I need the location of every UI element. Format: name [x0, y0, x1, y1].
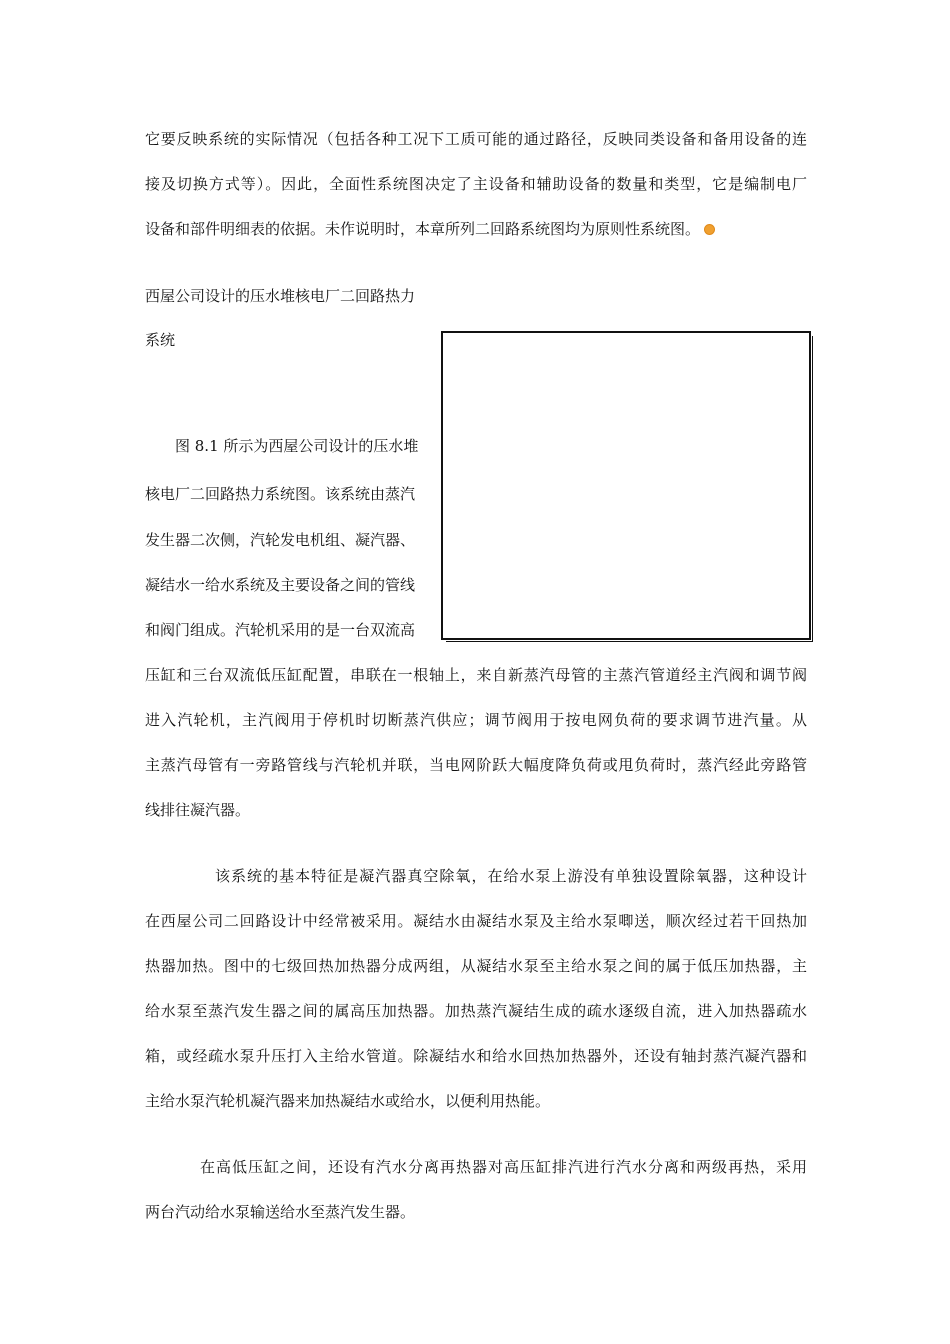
para2-line-6: 压缸和三台双流低压缸配置，串联在一根轴上，来自新蒸汽母管的主蒸汽管道经主汽阀和调节阀 — [145, 666, 807, 684]
para2-line-8: 主蒸汽母管有一旁路管线与汽轮机并联，当电网阶跃大幅度降负荷或甩负荷时，蒸汽经此旁路管 — [145, 756, 807, 774]
para3-line-2: 在西屋公司二回路设计中经常被采用。凝结水由凝结水泵及主给水泵唧送，顺次经过若干回热加 — [145, 912, 807, 930]
para3-line-3: 热器加热。图中的七级回热加热器分成两组，从凝结水泵至主给水泵之间的属于低压加热器，主 — [145, 957, 807, 975]
para3-line-1: 该系统的基本特征是凝汽器真空除氧，在给水泵上游没有单独设置除氧器，这种设计 — [215, 867, 807, 885]
section-title-line-2: 系统 — [145, 331, 176, 349]
para1-line-1: 它要反映系统的实际情况（包括各种工况下工质可能的通过路径，反映同类设备和备用设备的连 — [145, 130, 807, 148]
para2-line-9: 线排往凝汽器。 — [145, 801, 251, 819]
para2-line-2: 核电厂二回路热力系统图。该系统由蒸汽 — [145, 485, 416, 503]
para1-line-3 — [145, 219, 715, 239]
para2-line-5: 和阀门组成。汽轮机采用的是一台双流高 — [145, 621, 416, 639]
para4-line-1: 在高低压缸之间，还设有汽水分离再热器对高压缸排汽进行汽水分离和两级再热，采用 — [200, 1158, 807, 1176]
para3-line-6: 主给水泵汽轮机凝汽器来加热凝结水或给水，以便利用热能。 — [145, 1092, 551, 1110]
para2-line-7: 进入汽轮机，主汽阀用于停机时切断蒸汽供应；调节阀用于按电网负荷的要求调节进汽量。从 — [145, 711, 807, 729]
para4-line-2: 两台汽动给水泵输送给水至蒸汽发生器。 — [145, 1203, 416, 1221]
para1-line-3-text: 设备和部件明细表的依据。未作说明时，本章所列二回路系统图均为原则性系统图。 — [145, 220, 701, 238]
para1-line-2: 接及切换方式等）。因此，全面性系统图决定了主设备和辅助设备的数量和类型，它是编制电厂 — [145, 175, 807, 193]
para2-line-4: 凝结水一给水系统及主要设备之间的管线 — [145, 576, 416, 594]
figure-placeholder — [441, 331, 811, 640]
para2-line-1: 图 8.1 所示为西屋公司设计的压水堆 — [175, 437, 419, 455]
comment-marker-icon — [704, 224, 715, 235]
section-title-line-1: 西屋公司设计的压水堆核电厂二回路热力 — [145, 287, 416, 305]
para2-line-3: 发生器二次侧，汽轮发电机组、凝汽器、 — [145, 531, 416, 549]
para3-line-5: 箱，或经疏水泵升压打入主给水管道。除凝结水和给水回热加热器外，还设有轴封蒸汽凝汽器和 — [145, 1047, 807, 1065]
para3-line-4: 给水泵至蒸汽发生器之间的属高压加热器。加热蒸汽凝结生成的疏水逐级自流，进入加热器疏水 — [145, 1002, 807, 1020]
